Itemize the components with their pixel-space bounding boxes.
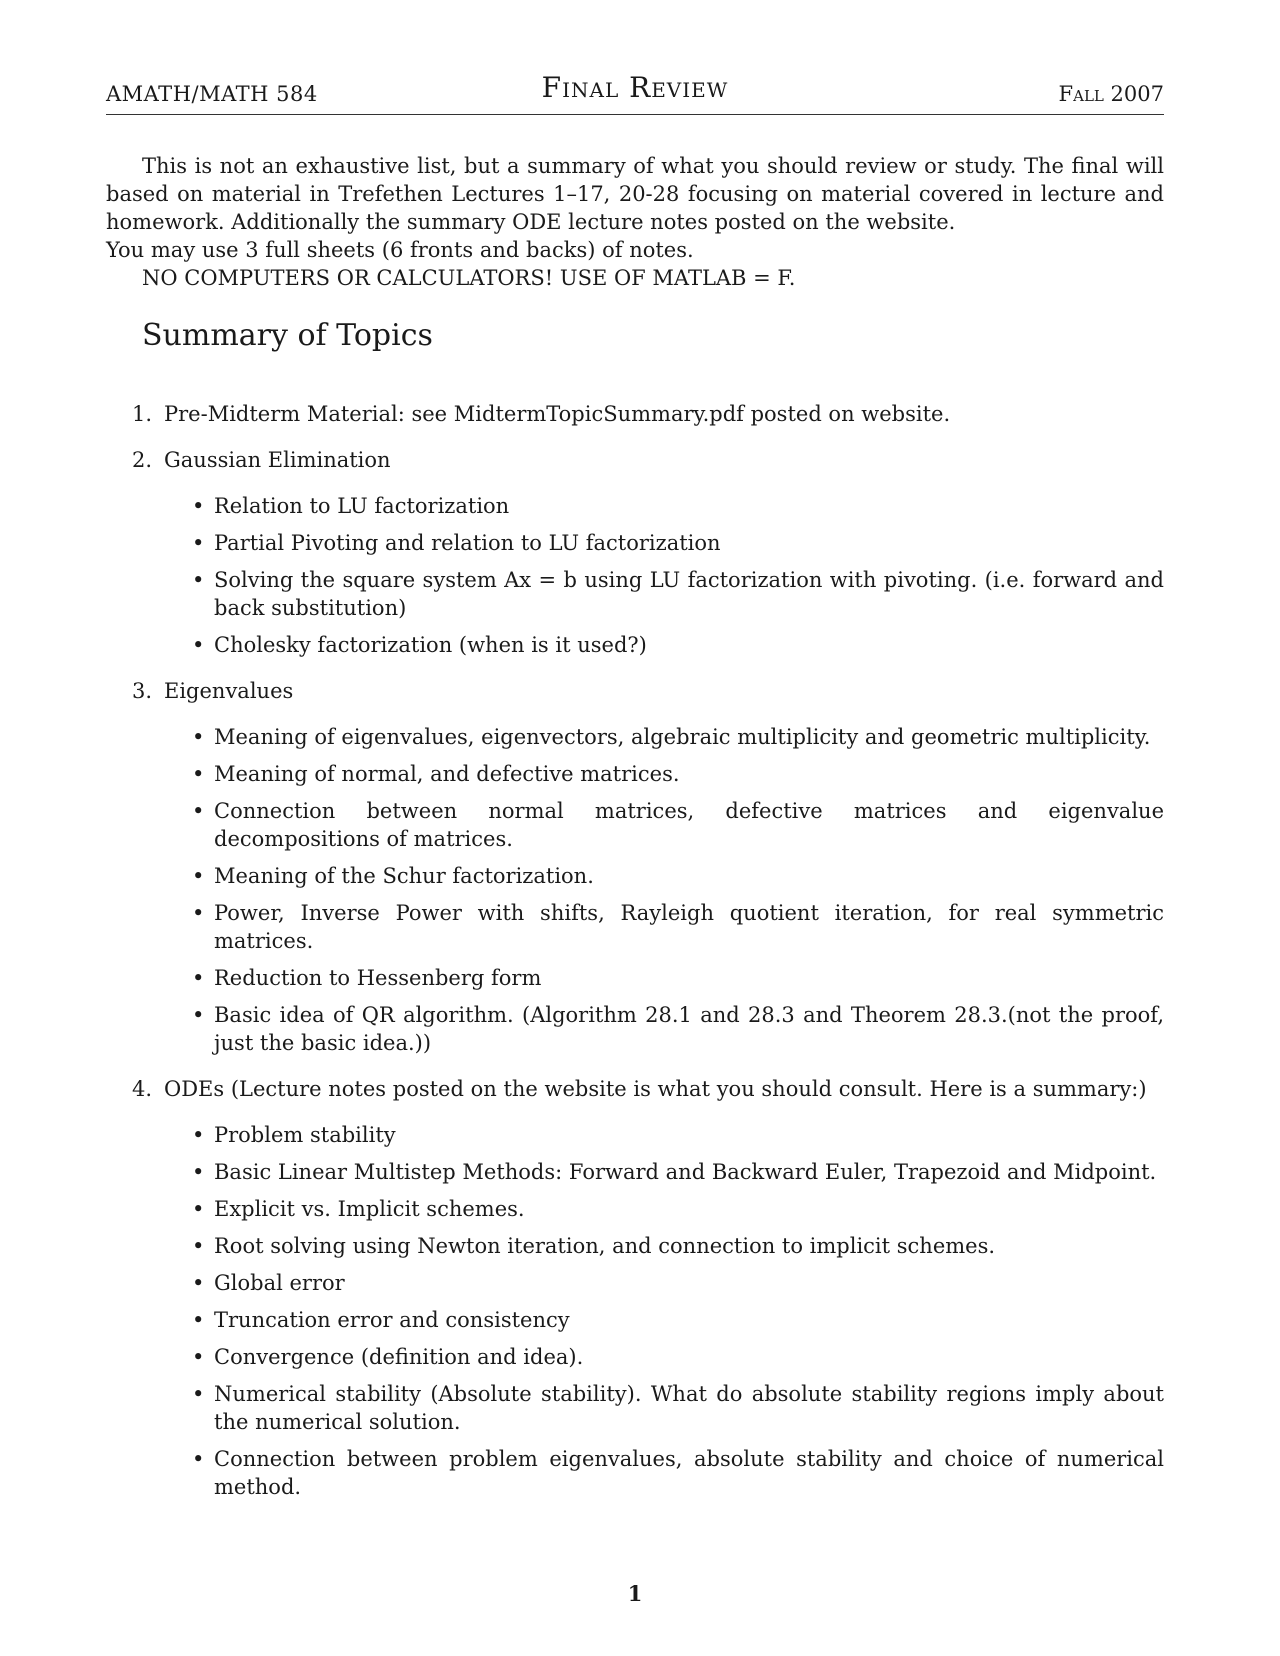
topic-title: Eigenvalues bbox=[164, 679, 294, 703]
subtopic-item bbox=[164, 1269, 1164, 1297]
topic-number: 3. bbox=[132, 679, 153, 703]
subtopic-item bbox=[164, 1158, 1164, 1186]
bullet-icon: • bbox=[192, 864, 205, 888]
subtopic-list bbox=[164, 723, 1164, 1057]
bullet-icon: • bbox=[192, 633, 205, 657]
bullet-icon: • bbox=[192, 1447, 205, 1471]
subtopic-list bbox=[164, 492, 1164, 659]
subtopic-text: Root solving using Newton iteration, and connection to implicit schemes. bbox=[214, 1234, 996, 1258]
page-number: 1 bbox=[627, 1581, 643, 1606]
subtopic-text: Explicit vs. Implicit schemes. bbox=[214, 1197, 525, 1221]
bullet-icon: • bbox=[192, 966, 205, 990]
intro-paragraph-2: You may use 3 full sheets (6 fronts and backs) of notes. bbox=[106, 238, 694, 262]
subtopic-text: Solving the square system Ax = b using LU factorization with pivoting. (i.e. forward and back substitution) bbox=[214, 568, 1164, 620]
subtopic-item bbox=[164, 723, 1164, 751]
subtopic-item bbox=[164, 1380, 1164, 1436]
subtopic-text: Power, Inverse Power with shifts, Rayleigh quotient iteration, for real symmetric matrices. bbox=[214, 901, 1164, 953]
bullet-icon: • bbox=[192, 1003, 205, 1027]
subtopic-item bbox=[164, 529, 1164, 557]
topic-number: 1. bbox=[132, 402, 153, 426]
bullet-icon: • bbox=[192, 531, 205, 555]
bullet-icon: • bbox=[192, 799, 205, 823]
subtopic-item bbox=[164, 1121, 1164, 1149]
bullet-icon: • bbox=[192, 901, 205, 925]
topic-number: 4. bbox=[132, 1077, 153, 1101]
section-title: Summary of Topics bbox=[142, 318, 433, 353]
subtopic-item bbox=[164, 566, 1164, 622]
subtopic-text: Partial Pivoting and relation to LU factorization bbox=[214, 531, 721, 555]
topic-title: Pre-Midterm Material: see MidtermTopicSummary.pdf posted on website. bbox=[164, 402, 951, 426]
subtopic-text: Connection between problem eigenvalues, absolute stability and choice of numerical method. bbox=[214, 1447, 1164, 1499]
bullet-icon: • bbox=[192, 1160, 205, 1184]
bullet-icon: • bbox=[192, 1382, 205, 1406]
bullet-icon: • bbox=[192, 1197, 205, 1221]
bullet-icon: • bbox=[192, 568, 205, 592]
subtopic-text: Convergence (definition and idea). bbox=[214, 1345, 584, 1369]
topic-item bbox=[106, 1075, 1164, 1501]
intro-paragraph-1: This is not an exhaustive list, but a summary of what you should review or study. The final will based on material in Trefethen Lectures 1–17, 20-28 focusing on material covered in lecture and homework. Additionally the summary ODE lecture notes posted on the website. bbox=[106, 154, 1164, 234]
subtopic-text: Numerical stability (Absolute stability). What do absolute stability regions imply about the numerical solution. bbox=[214, 1382, 1164, 1434]
bullet-icon: • bbox=[192, 762, 205, 786]
subtopic-text: Meaning of the Schur factorization. bbox=[214, 864, 594, 888]
subtopic-text: Reduction to Hessenberg form bbox=[214, 966, 542, 990]
bullet-icon: • bbox=[192, 1345, 205, 1369]
document-page bbox=[106, 0, 1164, 1656]
subtopic-text: Basic Linear Multistep Methods: Forward and Backward Euler, Trapezoid and Midpoint. bbox=[214, 1160, 1157, 1184]
subtopic-text: Connection between normal matrices, defective matrices and eigenvalue decompositions of matrices. bbox=[214, 799, 1164, 851]
subtopic-text: Global error bbox=[214, 1271, 345, 1295]
bullet-icon: • bbox=[192, 494, 205, 518]
page-header bbox=[106, 71, 1164, 115]
topic-title: ODEs (Lecture notes posted on the website is what you should consult. Here is a summary:) bbox=[164, 1077, 1147, 1101]
topic-item bbox=[106, 446, 1164, 659]
subtopic-item bbox=[164, 862, 1164, 890]
topic-number: 2. bbox=[132, 448, 153, 472]
bullet-icon: • bbox=[192, 1234, 205, 1258]
subtopic-item bbox=[164, 797, 1164, 853]
subtopic-text: Meaning of normal, and defective matrices. bbox=[214, 762, 680, 786]
subtopic-item bbox=[164, 1195, 1164, 1223]
subtopic-text: Relation to LU factorization bbox=[214, 494, 510, 518]
subtopic-item bbox=[164, 760, 1164, 788]
subtopic-item bbox=[164, 1001, 1164, 1057]
intro-paragraph-3: NO COMPUTERS OR CALCULATORS! USE OF MATLAB = F. bbox=[142, 266, 796, 290]
subtopic-item bbox=[164, 899, 1164, 955]
subtopic-item bbox=[164, 1445, 1164, 1501]
subtopic-text: Cholesky factorization (when is it used?) bbox=[214, 633, 647, 657]
bullet-icon: • bbox=[192, 1123, 205, 1147]
subtopic-text: Problem stability bbox=[214, 1123, 396, 1147]
bullet-icon: • bbox=[192, 1308, 205, 1332]
bullet-icon: • bbox=[192, 725, 205, 749]
topic-list bbox=[106, 400, 1164, 1519]
bullet-icon: • bbox=[192, 1271, 205, 1295]
term-label: Fall 2007 bbox=[1058, 82, 1164, 106]
topic-item bbox=[106, 677, 1164, 1057]
course-name: AMATH/MATH 584 bbox=[106, 82, 318, 106]
subtopic-item bbox=[164, 1306, 1164, 1334]
intro-text bbox=[106, 152, 1164, 292]
document-title: Final Review bbox=[541, 71, 729, 104]
subtopic-item bbox=[164, 1343, 1164, 1371]
subtopic-item bbox=[164, 964, 1164, 992]
subtopic-text: Meaning of eigenvalues, eigenvectors, algebraic multiplicity and geometric multiplicity. bbox=[214, 725, 1151, 749]
subtopic-list bbox=[164, 1121, 1164, 1501]
subtopic-text: Basic idea of QR algorithm. (Algorithm 28.1 and 28.3 and Theorem 28.3.(not the proof, just the basic idea.)) bbox=[214, 1003, 1164, 1055]
subtopic-text: Truncation error and consistency bbox=[214, 1308, 570, 1332]
topic-item bbox=[106, 400, 1164, 428]
subtopic-item bbox=[164, 631, 1164, 659]
subtopic-item bbox=[164, 1232, 1164, 1260]
topic-title: Gaussian Elimination bbox=[164, 448, 391, 472]
subtopic-item bbox=[164, 492, 1164, 520]
